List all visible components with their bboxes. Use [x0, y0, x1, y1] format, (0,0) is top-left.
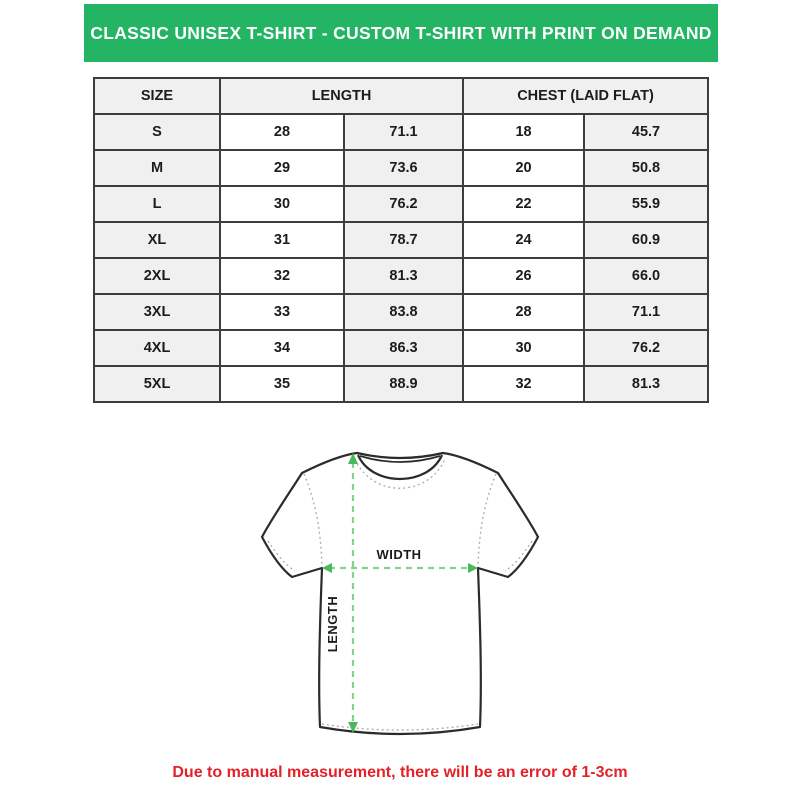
size-chart-body: [94, 114, 708, 402]
length-cm-cell: 78.7: [344, 222, 463, 258]
tshirt-outline: [262, 453, 538, 734]
table-row: [94, 258, 708, 294]
size-cell: 5XL: [94, 366, 220, 402]
length-cm-cell: 83.8: [344, 294, 463, 330]
table-row: [94, 222, 708, 258]
length-cm-cell: 81.3: [344, 258, 463, 294]
measurement-note: Due to manual measurement, there will be an error of 1-3cm: [172, 764, 628, 781]
chest-cm-cell: 76.2: [584, 330, 708, 366]
size-cell: 2XL: [94, 258, 220, 294]
length-in-cell: 35: [220, 366, 344, 402]
chest-cm-cell: 50.8: [584, 150, 708, 186]
table-row: [94, 150, 708, 186]
size-cell: L: [94, 186, 220, 222]
width-label: WIDTH: [376, 547, 422, 562]
length-cm-cell: 86.3: [344, 330, 463, 366]
chest-in-cell: 30: [463, 330, 584, 366]
length-label: LENGTH: [325, 595, 340, 653]
tshirt-illustration: [250, 440, 550, 750]
length-column-header: LENGTH: [220, 78, 463, 114]
size-cell: S: [94, 114, 220, 150]
length-in-cell: 34: [220, 330, 344, 366]
size-cell: XL: [94, 222, 220, 258]
length-in-cell: 28: [220, 114, 344, 150]
chest-cm-cell: 81.3: [584, 366, 708, 402]
banner: [84, 4, 718, 62]
size-column-header: SIZE: [94, 78, 220, 114]
size-chart-header: [94, 78, 708, 114]
length-cm-cell: 76.2: [344, 186, 463, 222]
chest-in-cell: 26: [463, 258, 584, 294]
length-cm-cell: 88.9: [344, 366, 463, 402]
chest-cm-cell: 60.9: [584, 222, 708, 258]
chest-in-cell: 18: [463, 114, 584, 150]
table-row: [94, 186, 708, 222]
chest-cm-cell: 66.0: [584, 258, 708, 294]
chest-in-cell: 20: [463, 150, 584, 186]
length-cm-cell: 71.1: [344, 114, 463, 150]
table-row: [94, 366, 708, 402]
chest-in-cell: 28: [463, 294, 584, 330]
length-in-cell: 33: [220, 294, 344, 330]
chest-in-cell: 24: [463, 222, 584, 258]
chest-column-header: CHEST (LAID FLAT): [463, 78, 708, 114]
length-in-cell: 30: [220, 186, 344, 222]
table-row: [94, 330, 708, 366]
chest-cm-cell: 71.1: [584, 294, 708, 330]
table-row: [94, 114, 708, 150]
length-cm-cell: 73.6: [344, 150, 463, 186]
length-in-cell: 32: [220, 258, 344, 294]
chest-cm-cell: 45.7: [584, 114, 708, 150]
size-cell: 4XL: [94, 330, 220, 366]
header-row: [94, 78, 708, 114]
size-cell: M: [94, 150, 220, 186]
chest-in-cell: 22: [463, 186, 584, 222]
chest-cm-cell: 55.9: [584, 186, 708, 222]
length-in-cell: 29: [220, 150, 344, 186]
chest-in-cell: 32: [463, 366, 584, 402]
size-cell: 3XL: [94, 294, 220, 330]
banner-title: CLASSIC UNISEX T-SHIRT - CUSTOM T-SHIRT WITH PRINT ON DEMAND: [90, 22, 712, 43]
tshirt-measurement-diagram: [250, 440, 550, 750]
table-row: [94, 294, 708, 330]
size-chart-table: [93, 77, 709, 403]
length-in-cell: 31: [220, 222, 344, 258]
